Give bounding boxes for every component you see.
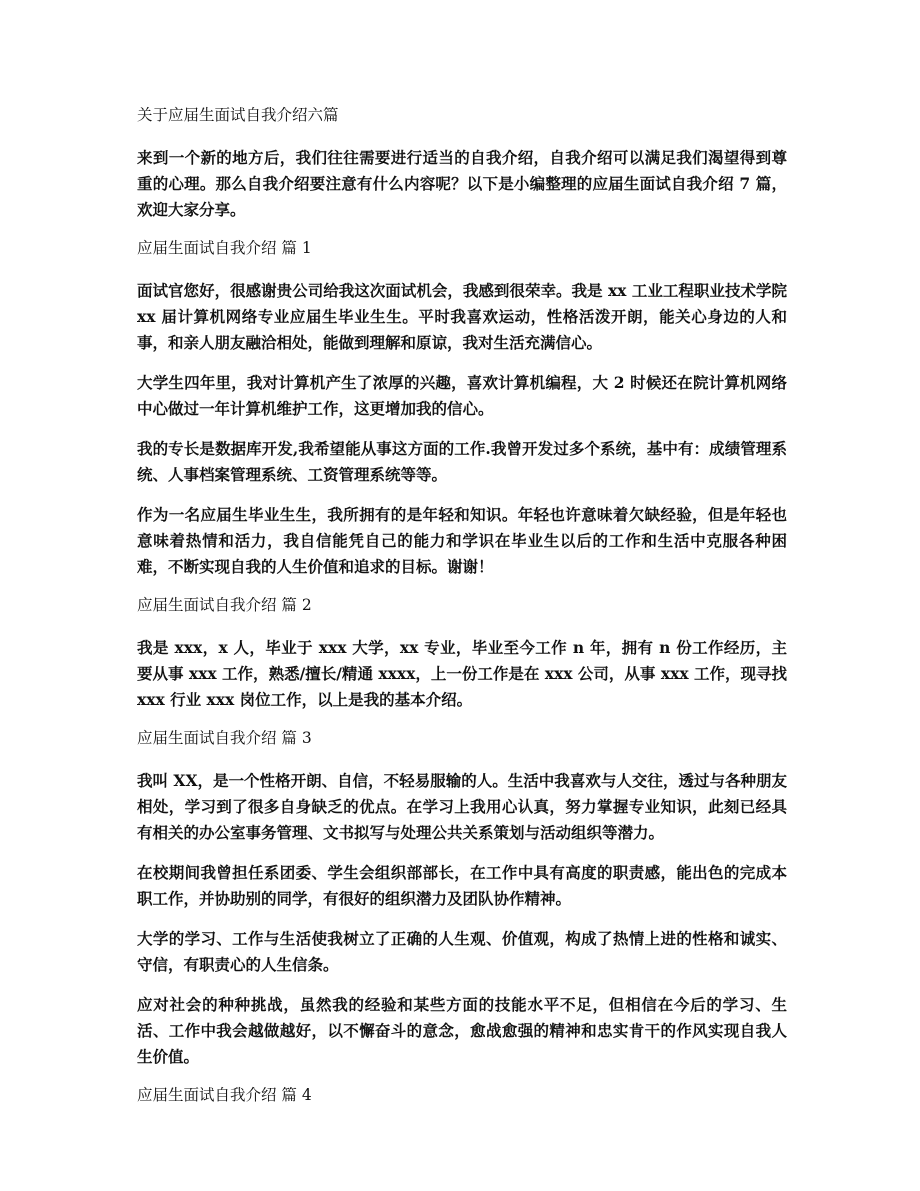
paragraph: 应对社会的种种挑战，虽然我的经验和某些方面的技能水平不足，但相信在今后的学习、生活、工作中我会越做越好，以不懈奋斗的意念，愈战愈强的精神和忠实肯干的作风实现自我人生价值。: [137, 995, 787, 1066]
intro-paragraph: 来到一个新的地方后，我们往往需要进行适当的自我介绍，自我介绍可以满足我们渴望得到尊重的心理。那么自我介绍要注意有什么内容呢？以下是小编整理的应届生面试自我介绍 7 篇，欢迎大家分享。: [137, 148, 787, 219]
section-heading: 应届生面试自我介绍 篇 2: [137, 596, 312, 614]
document-title: 关于应届生面试自我介绍六篇: [137, 106, 339, 124]
paragraph: 面试官您好，很感谢贵公司给我这次面试机会，我感到很荣幸。我是 xx 工业工程职业技术学院 xx 届计算机网络专业应届生毕业生生。平时我喜欢运动，性格活泼开朗，能关心身边的人和事，和亲人朋友融洽相处，能做到理解和原谅，我对生活充满信心。: [137, 281, 787, 352]
paragraph: 作为一名应届生毕业生生，我所拥有的是年轻和知识。年轻也许意味着欠缺经验，但是年轻也意味着热情和活力，我自信能凭自己的能力和学识在毕业生以后的工作和生活中克服各种困难，不断实现自我的人生价值和追求的目标。谢谢！: [137, 505, 787, 576]
paragraph: 大学生四年里，我对计算机产生了浓厚的兴趣，喜欢计算机编程，大 2 时候还在院计算机网络中心做过一年计算机维护工作，这更增加我的信心。: [137, 373, 787, 418]
section-2: [137, 594, 787, 713]
section-heading: 应届生面试自我介绍 篇 3: [137, 729, 312, 747]
section-heading: 应届生面试自我介绍 篇 4: [137, 1086, 312, 1104]
section-4: [137, 1084, 787, 1106]
paragraph: 我的专长是数据库开发,我希望能从事这方面的工作.我曾开发过多个系统，基中有：成绩管理系统、人事档案管理系统、工资管理系统等等。: [137, 439, 787, 484]
section-1: [137, 237, 787, 580]
paragraph: 我是 xxx，x 人，毕业于 xxx 大学，xx 专业，毕业至今工作 n 年，拥有 n 份工作经历，主要从事 xxx 工作，熟悉/擅长/精通 xxxx，上一份工作是在 xxx 公司，从事 xxx 工作，现寻找 xxx 行业 xxx 岗位工作，以上是我的基本介绍。: [137, 638, 787, 709]
document-page: [137, 104, 787, 1125]
paragraph: 大学的学习、工作与生活使我树立了正确的人生观、价值观，构成了热情上进的性格和诚实、守信，有职责心的人生信条。: [137, 929, 787, 974]
section-3: [137, 727, 787, 1070]
paragraph: 我叫 XX，是一个性格开朗、自信，不轻易服输的人。生活中我喜欢与人交往，透过与各种朋友相处，学习到了很多自身缺乏的优点。在学习上我用心认真，努力掌握专业知识，此刻已经具有相关的办公室事务管理、文书拟写与处理公共关系策划与活动组织等潜力。: [137, 771, 787, 842]
section-heading: 应届生面试自我介绍 篇 1: [137, 239, 312, 257]
paragraph: 在校期间我曾担任系团委、学生会组织部部长，在工作中具有高度的职责感，能出色的完成本职工作，并协助别的同学，有很好的组织潜力及团队协作精神。: [137, 863, 787, 908]
